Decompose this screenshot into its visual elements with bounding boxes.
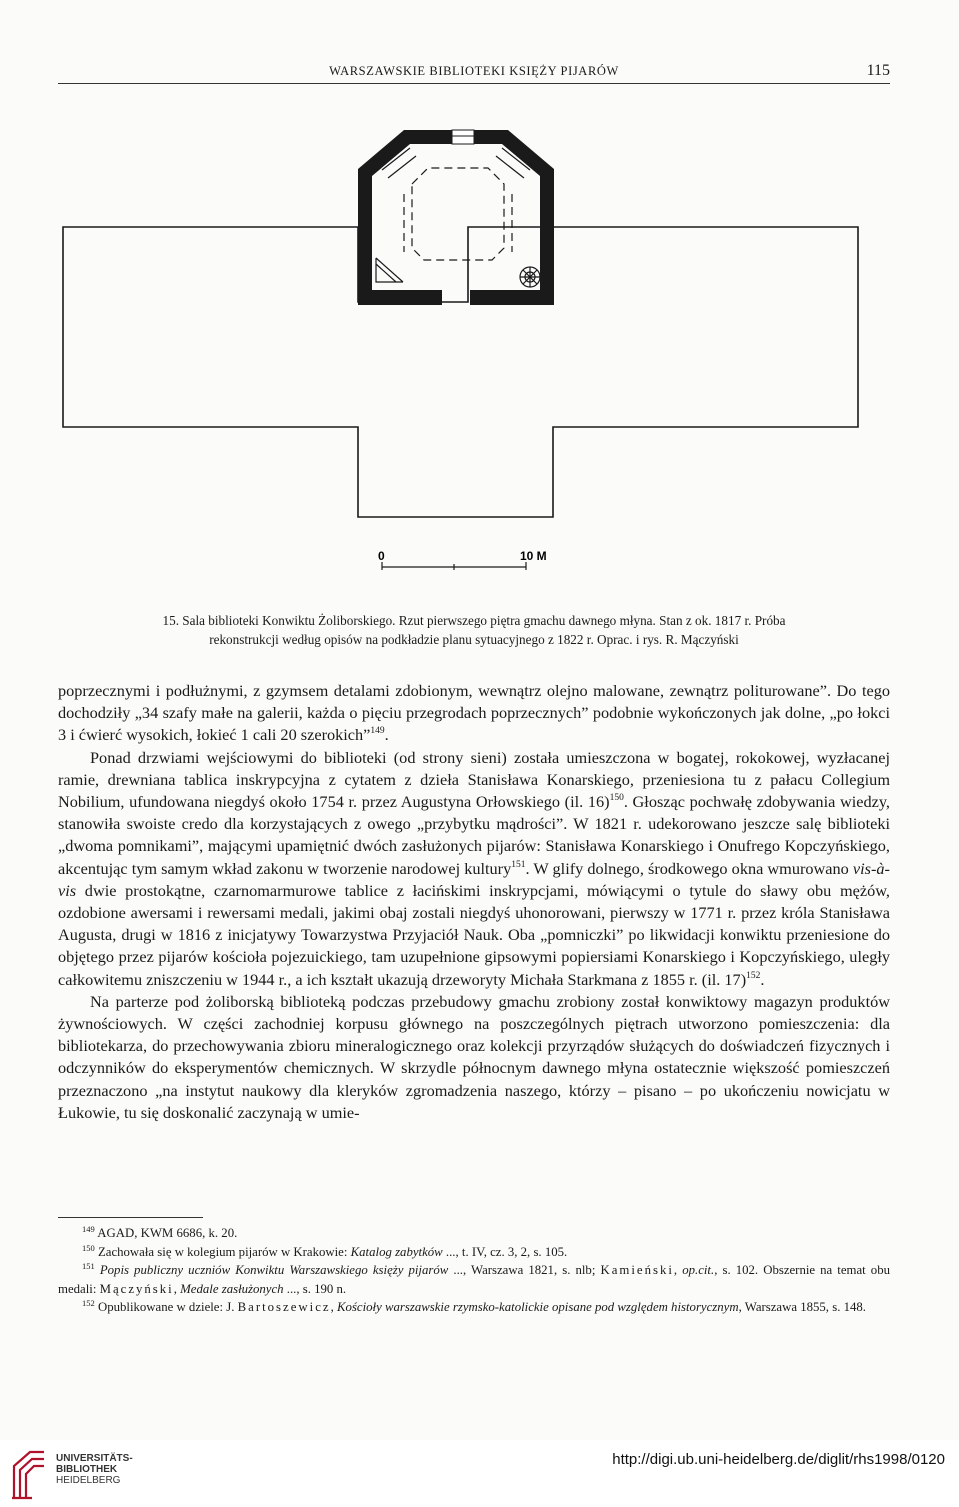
running-title: WARSZAWSKIE BIBLIOTEKI KSIĘŻY PIJARÓW bbox=[329, 64, 619, 78]
paragraph-3: Na parterze pod żoliborską biblioteką podczas przebudowy gmachu zrobiony został konwiktowy magazyn produktów żywnościowych. W części zachodniej korpusu głównego na poszczególnych piętrach utworzono pomieszczenia: dla bibliotekarza, do przechowywania zbioru mineralogicznego oraz kolekcji przyrządów służących do doświadczeń fizycznych i odczynników do eksperymentów chemicznych. W skrzydle północnym dawnego młyna ostatecznie większość pomieszczeń przeznaczono „na instytut naukowy dla kleryków zgromadzenia naszego, którzy – pisano – po ukończeniu nowicjatu w Łukowie, tu się doskonalić zaczynają w umie- bbox=[58, 991, 890, 1122]
permalink-url[interactable]: http://digi.ub.uni-heidelberg.de/diglit/rhs1998/0120 bbox=[612, 1451, 945, 1468]
footnote-ref-152[interactable]: 152 bbox=[746, 970, 761, 981]
library-name: UNIVERSITÄTS- BIBLIOTHEK HEIDELBERG bbox=[56, 1453, 133, 1486]
scale-end-label: 10 M bbox=[520, 549, 547, 563]
footnote-ref-150[interactable]: 150 bbox=[609, 793, 624, 804]
running-head bbox=[58, 62, 890, 82]
floor-plan-figure bbox=[58, 112, 898, 582]
footnote-rule bbox=[58, 1217, 203, 1218]
footnote-149: $^{149}$ AGAD, KWM 6686, k. 20. bbox=[82, 1224, 238, 1240]
figure-caption bbox=[58, 611, 890, 649]
caption-line-2: rekonstrukcji według opisów na podkładzie planu sytuacyjnego z 1822 r. Oprac. i rys. R. Mączyński bbox=[209, 632, 739, 647]
caption-line-1: 15. Sala biblioteki Konwiktu Żoliborskiego. Rzut pierwszego piętra gmachu dawnego młyna. Stan z ok. 1817 r. Próba bbox=[162, 613, 786, 628]
footnote-150: $^{150}$ Zachowała się w kolegium pijarów w Krakowie: Katalog zabytków ..., t. IV, cz. 3, 2, s. 105. bbox=[82, 1242, 568, 1259]
footnote-151: $^{151}$ Popis publiczny uczniów Konwiktu Warszawskiego księży pijarów ..., Warszawa 1821, s. nlb; Kamieński, op.cit., s. 102. Obszernie na temat obu medali: Mączyński, Medale zasłużonych ..., s. 190 n. bbox=[58, 1261, 890, 1296]
library-logo-icon bbox=[8, 1446, 50, 1502]
footnotes bbox=[58, 1224, 890, 1317]
page-number: 115 bbox=[866, 62, 890, 79]
mill-wing-plan bbox=[358, 130, 554, 305]
body-text bbox=[58, 680, 890, 1124]
paragraph-2: Ponad drzwiami wejściowymi do biblioteki (od strony sieni) została umieszczona w bogatej, rokokowej, wyzłacanej ramie, drewniana tablica inskrypcyjna z cytatem z dzieła Stanisława Konarskiego, przeniesiona tu z pałacu Collegium Nobilium, ufundowana niegdyś około 1754 r. przez Augustyna Orłowskiego (il. 16)$^{150}$. Głosząc pochwałę zdobywania wiedzy, stanowiła swoiste credo dla korzystających z owego „przybytku mądrości”. W 1821 r. udekorowano jeszcze salę biblioteki „dwoma pomnikami”, mającymi upamiętnić dwóch zasłużonych pijarów: Stanisława Konarskiego i Onufrego Kopczyńskiego, akcentując tym samym wkład zakonu w tworzenie narodowej kultury$^{151}$. W glify dolnego, środkowego okna wmurowano vis-à-vis dwie prostokątne, czarnomarmurowe tablice z łacińskimi inskrypcjami, mówiącymi o tytule do sławy obu mężów, ozdobione awersami i rewersami medali, jakimi obaj zostali niegdyś uhonorowani, pierwszy w 1771 r. przez króla Stanisława Augusta, drugi w 1816 z inicjatywy Towarzystwa Przyjaciół Nauk. Oba „pomniczki” po likwidacji konwiktu przeniesione do objętego przez pijarów kościoła pojezuickiego, tam uzupełnione gipsowymi popiersiami Konarskiego i Kopczyńskiego, uległy całkowitemu zniszczeniu w 1944 r., a ich kształt ukazują drzeworyty Michała Starkmana z 1855 r. (il. 17)$^{152}$. bbox=[58, 747, 890, 989]
footnote-ref-149[interactable]: 149 bbox=[370, 726, 385, 737]
scale-start-label: 0 bbox=[378, 549, 385, 563]
footnote-ref-151[interactable]: 151 bbox=[511, 859, 526, 870]
viewer-footer bbox=[0, 1440, 959, 1507]
header-rule bbox=[58, 83, 890, 84]
paragraph-1: poprzecznymi i podłużnymi, z gzymsem detalami zdobionym, wewnątrz olejno malowane, zewnątrz politurowane”. Do tego dochodziły „34 szafy małe na galerii, każda o pięciu przegrodach poprzecznych” podobnie wykończonych jak dolne, „po łokci 3 i ćwierć wysokich, łokieć 1 cali 20 szerokich”$^{149}$. bbox=[58, 681, 890, 745]
footnote-152: $^{152}$ Opublikowane w dziele: J. Bartoszewicz, Kościoły warszawskie rzymsko-katolickie opisane pod względem historycznym, Warszawa 1855, s. 148. bbox=[82, 1298, 866, 1315]
scale-bar bbox=[378, 549, 547, 570]
site-plan-outline bbox=[63, 227, 858, 517]
